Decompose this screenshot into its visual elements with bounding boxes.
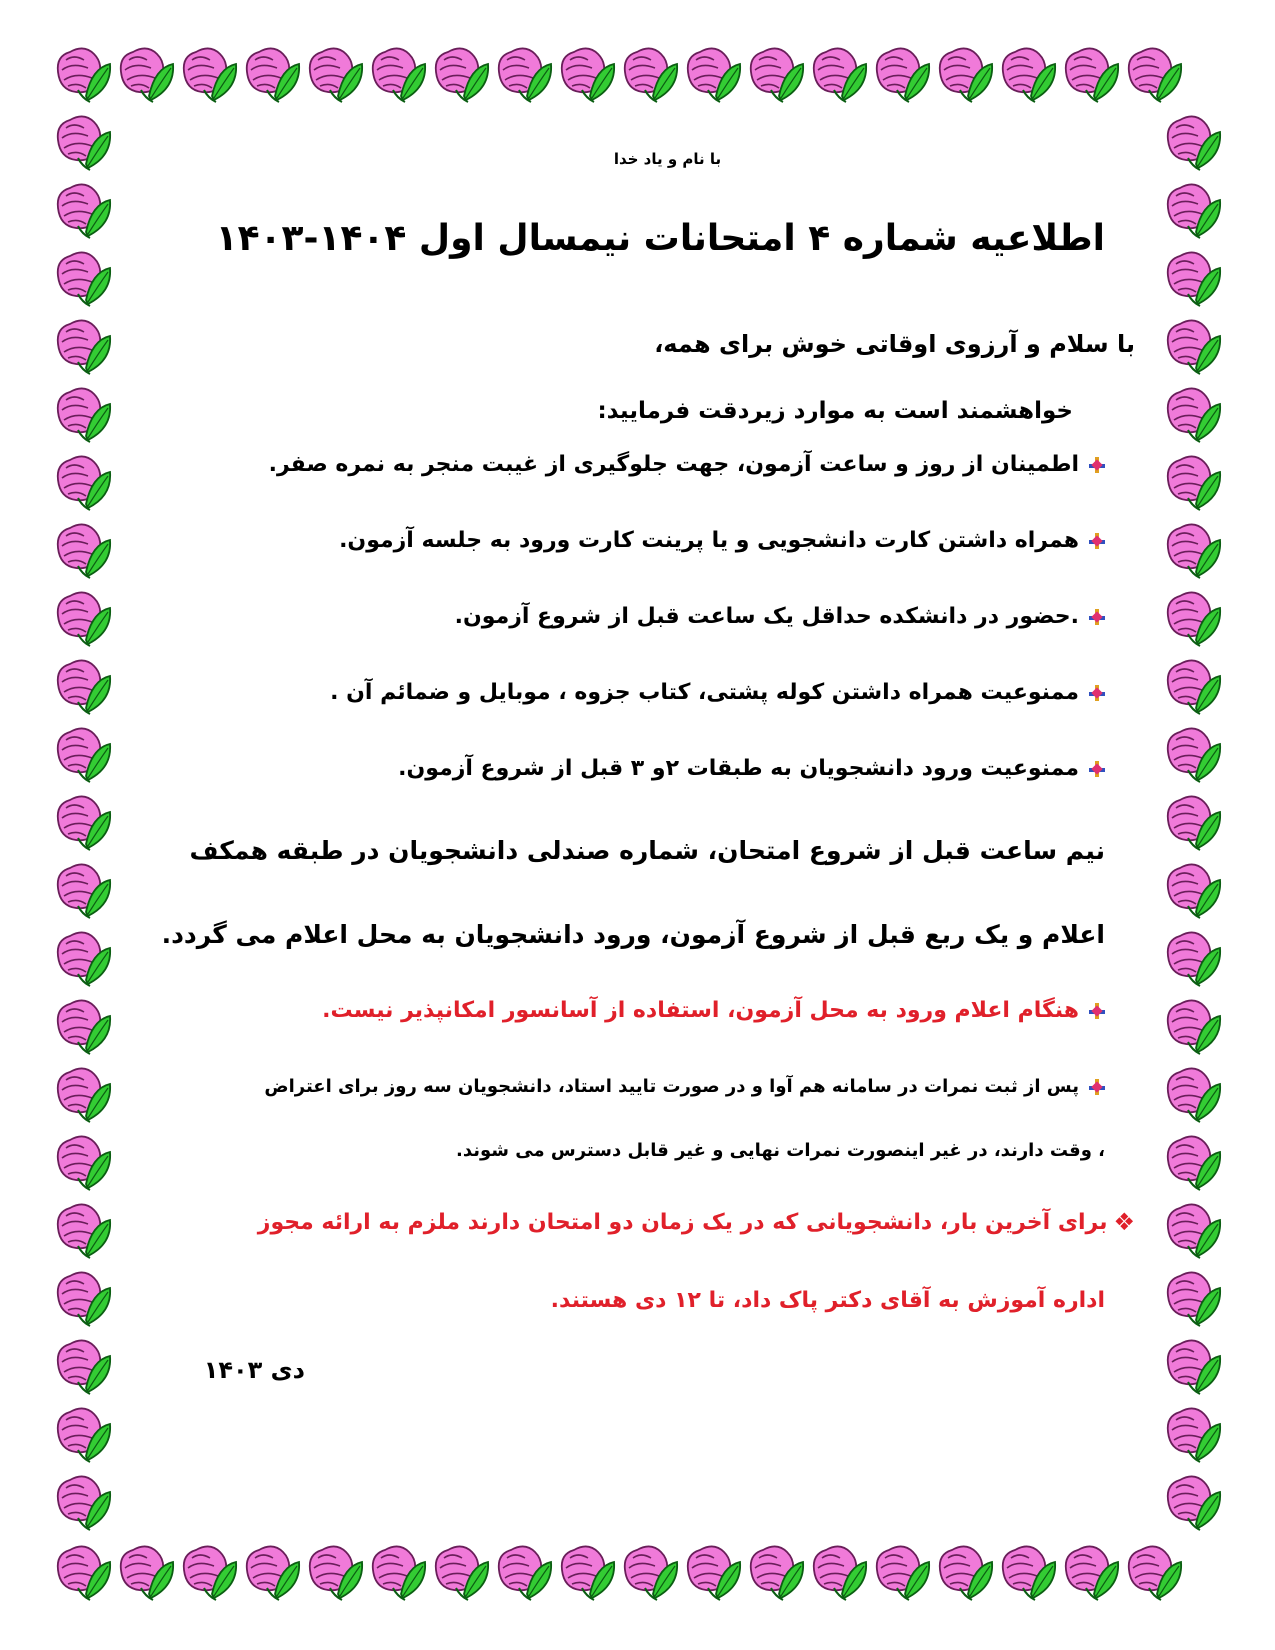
rose-border-tile [751,1546,803,1600]
elevator-warning [140,998,1105,1023]
bullet-item-text: ممنوعیت همراه داشتن کوله پشتی، کتاب جزوه ، موبایل و ضمائم آن . [330,680,1079,705]
rose-border-tile [58,116,110,170]
rose-border-tile [58,796,110,850]
notice-title: اطلاعیه شماره ۴ امتحانات نیمسال اول ۱۴۰۴-۱۴۰۳ [215,218,1105,259]
rose-border-tile [1168,1000,1220,1054]
rose-border-tile [1066,48,1118,102]
grades-note-line-2: ، وقت دارند، در غیر اینصورت نمرات نهایی و غیر قابل دسترس می شوند. [456,1140,1105,1161]
rose-border-tile [1168,1476,1220,1530]
bullet-item-text: اطمینان از روز و ساعت آزمون، جهت جلوگیری از غیبت منجر به نمره صفر. [268,452,1079,477]
rose-border-tile [58,48,110,102]
rose-border-tile [247,48,299,102]
rose-border-tile [121,48,173,102]
bullet-item [140,604,1105,629]
rose-border-tile [58,932,110,986]
rose-border-tile [1003,48,1055,102]
grades-note-line-1: پس از ثبت نمرات در سامانه هم آوا و در صورت تایید استاد، دانشجویان سه روز برای اعتراض [264,1076,1079,1097]
rose-border-tile [58,184,110,238]
rose-border-tile [58,1068,110,1122]
request-text: خواهشمند است به موارد زیردقت فرمایید: [597,398,1073,424]
rose-border-tile [1129,48,1181,102]
rose-border-tile [184,48,236,102]
four-diamond-bullet-icon: ❖ [1113,1208,1135,1236]
rose-border-tile [58,1546,110,1600]
rose-border-tile [58,728,110,782]
rose-border-tile [1168,1136,1220,1190]
bullet-item [140,528,1105,553]
rose-border-tile [1168,456,1220,510]
rose-border-tile [1168,932,1220,986]
rose-border-tile [1168,116,1220,170]
rose-border-tile [751,48,803,102]
rose-border-tile [499,1546,551,1600]
rose-border-tile [1168,184,1220,238]
rose-border-tile [1168,252,1220,306]
rose-border-tile [814,1546,866,1600]
rose-border-tile [184,1546,236,1600]
notice-date: دی ۱۴۰۳ [203,1356,305,1384]
rose-border-tile [58,524,110,578]
notice-page [140,130,1135,1550]
elevator-warning-text: هنگام اعلام ورود به محل آزمون، استفاده از آسانسور امکانپذیر نیست. [322,998,1079,1023]
rose-border-tile [877,1546,929,1600]
rose-border-tile [373,1546,425,1600]
colored-cross-bullet-icon [1089,685,1105,701]
rose-border-tile [1168,388,1220,442]
rose-border-tile [58,1408,110,1462]
rose-border-tile [310,1546,362,1600]
rose-border-tile [58,864,110,918]
rose-border-tile [499,48,551,102]
colored-cross-bullet-icon [1089,457,1105,473]
bullet-item-text: .حضور در دانشکده حداقل یک ساعت قبل از شروع آزمون. [454,604,1079,629]
rose-border-tile [1168,592,1220,646]
rose-border-tile [1168,1204,1220,1258]
rose-border-tile [58,1272,110,1326]
invocation-text: با نام و یاد خدا [613,150,722,168]
rose-border-tile [1168,728,1220,782]
greeting-text: با سلام و آرزوی اوقاتی خوش برای همه، [654,330,1135,358]
rose-border-tile [1168,1068,1220,1122]
rose-border-tile [58,1340,110,1394]
rose-border-tile [1168,1340,1220,1394]
bullet-item [140,452,1105,477]
rose-border-tile [121,1546,173,1600]
final-notice [140,1208,1135,1236]
rose-border-tile [940,1546,992,1600]
rose-border-tile [1168,320,1220,374]
rose-border-tile [814,48,866,102]
colored-cross-bullet-icon [1089,1079,1105,1095]
bullet-item [140,756,1105,781]
rose-border-tile [58,592,110,646]
colored-cross-bullet-icon [1089,1003,1105,1019]
rose-border-tile [877,48,929,102]
rose-border-tile [436,48,488,102]
rose-border-tile [1168,524,1220,578]
rose-border-tile [58,1204,110,1258]
rose-border-tile [688,48,740,102]
rose-border-tile [1066,1546,1118,1600]
rose-border-tile [58,252,110,306]
rose-border-tile [436,1546,488,1600]
rose-border-tile [625,1546,677,1600]
bullet-item [140,680,1105,705]
rose-border-tile [1168,660,1220,714]
rose-border-tile [58,1000,110,1054]
rose-border-tile [58,320,110,374]
rose-border-tile [247,1546,299,1600]
colored-cross-bullet-icon [1089,761,1105,777]
rose-border-tile [1168,796,1220,850]
rose-border-tile [688,1546,740,1600]
rose-border-tile [58,1476,110,1530]
rose-border-tile [58,660,110,714]
rose-border-tile [1168,1408,1220,1462]
colored-cross-bullet-icon [1089,533,1105,549]
seat-note-line-1: نیم ساعت قبل از شروع امتحان، شماره صندلی دانشجویان در طبقه همکف [189,836,1105,865]
rose-border-tile [1168,1272,1220,1326]
colored-cross-bullet-icon [1089,609,1105,625]
rose-border-tile [58,1136,110,1190]
rose-border-tile [1129,1546,1181,1600]
rose-border-tile [373,48,425,102]
bullet-item-text: ممنوعیت ورود دانشجویان به طبقات ۲و ۳ قبل از شروع آزمون. [398,756,1079,781]
rose-border-tile [1168,864,1220,918]
rose-border-tile [58,388,110,442]
final-notice-line-2: اداره آموزش به آقای دکتر پاک داد، تا ۱۲ دی هستند. [550,1288,1105,1313]
final-notice-line-1: برای آخرین بار، دانشجویانی که در یک زمان دو امتحان دارند ملزم به ارائه مجوز [257,1209,1108,1235]
bullet-item-text: همراه داشتن کارت دانشجویی و یا پرینت کارت ورود به جلسه آزمون. [339,528,1079,553]
rose-border-tile [562,1546,614,1600]
rose-border-tile [625,48,677,102]
rose-border-tile [310,48,362,102]
grades-note [140,1076,1105,1097]
rose-border-tile [58,456,110,510]
seat-note-line-2: اعلام و یک ربع قبل از شروع آزمون، ورود دانشجویان به محل اعلام می گردد. [161,920,1105,949]
rose-border-tile [562,48,614,102]
rose-border-tile [940,48,992,102]
rose-border-tile [1003,1546,1055,1600]
